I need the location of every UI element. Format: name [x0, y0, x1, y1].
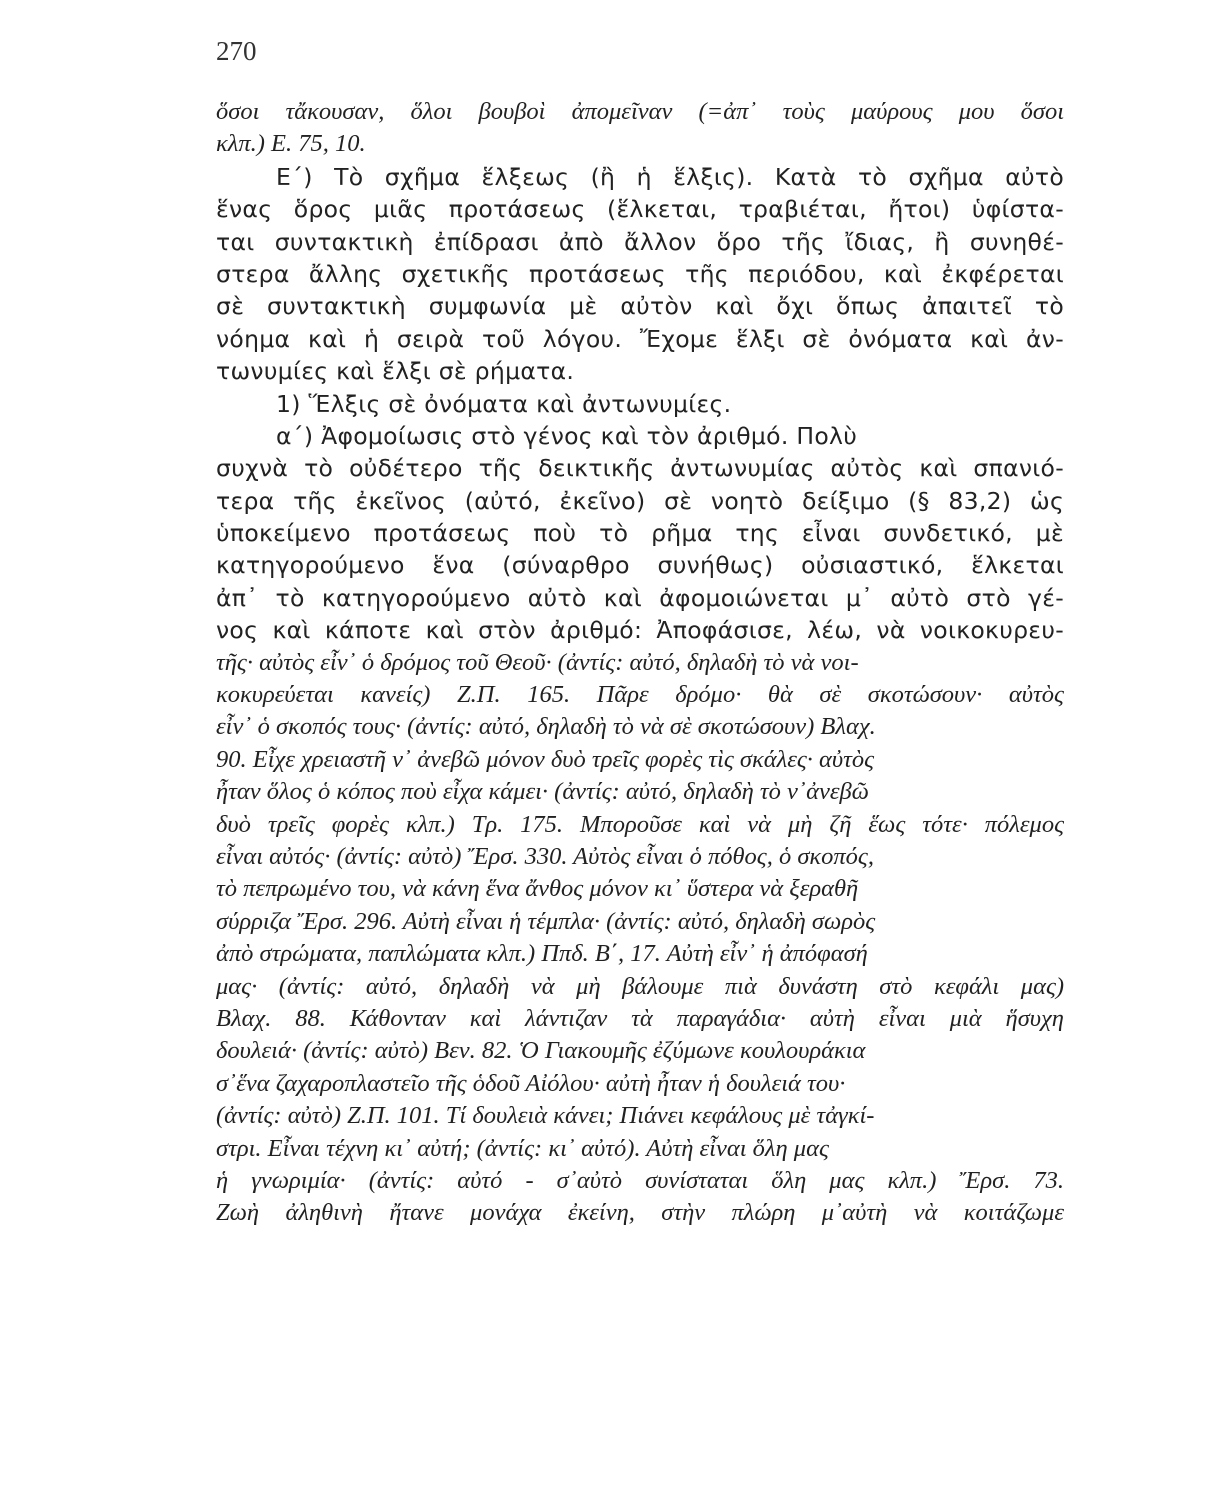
text-line: συχνὰ τὸ οὐδέτερο τῆς δεικτικῆς ἀντωνυμίας αὐτὸς καὶ σπανιό-: [216, 454, 1064, 483]
text-line: στρι. Εἶναι τέχνη κι᾿ αὐτή; (ἀντίς: κι᾿ αὐτό). Αὐτὴ εἶναι ὅλη μας: [216, 1134, 829, 1162]
text-line: Βλαχ. 88. Κάθονταν καὶ λάντιζαν τὰ παραγάδια· αὐτὴ εἶναι μιὰ ἥσυχη: [216, 1004, 1064, 1032]
page-number: 270: [216, 36, 257, 66]
text-line: ἦταν ὅλος ὁ κόπος ποὺ εἶχα κάμει· (ἀντίς: αὐτό, δηλαδὴ τὸ ν᾿ἀνεβῶ: [216, 778, 869, 806]
text-line: τερα τῆς ἐκεῖνος (αὐτό, ἐκεῖνο) σὲ νοητὸ δείξιμο (§ 83,2) ὡς: [216, 486, 1064, 515]
text-line: Ε΄) Τὸ σχῆμα ἕλξεως (ἢ ἡ ἕλξις). Κατὰ τὸ σχῆμα αὐτὸ: [276, 162, 1064, 191]
text-line: σὲ συντακτικὴ συμφωνία μὲ αὐτὸν καὶ ὄχι ὅπως ἀπαιτεῖ τὸ: [216, 292, 1064, 321]
text-line: δουλειά· (ἀντίς: αὐτὸ) Βεν. 82. Ὁ Γιακουμῆς ἐζύμωνε κουλουράκια: [216, 1037, 866, 1065]
text-line: ὅσοι τἄκουσαν, ὅλοι βουβοὶ ἀπομεῖναν (=ἀπ᾿ τοὺς μαύρους μου ὅσοι: [216, 98, 1064, 125]
text-line: κλπ.) Ε. 75, 10.: [216, 130, 366, 158]
text-line: νος καὶ κάποτε καὶ στὸν ἀριθμό: Ἀποφάσισε, λέω, νὰ νοικοκυρευ-: [216, 616, 1064, 645]
text-line: δυὸ τρεῖς φορὲς κλπ.) Τρ. 175. Μποροῦσε καὶ νὰ μὴ ζῆ ἕως τότε· πόλεμος: [216, 810, 1064, 838]
text-line: εἶν᾿ ὁ σκοπός τους· (ἀντίς: αὐτό, δηλαδὴ τὸ νὰ σὲ σκοτώσουν) Βλαχ.: [216, 713, 876, 741]
text-line: κατηγορούμενο ἕνα (σύναρθρο συνήθως) οὐσιαστικό, ἕλκεται: [216, 551, 1064, 580]
text-line: τῆς· αὐτὸς εἶν᾿ ὁ δρόμος τοῦ Θεοῦ· (ἀντίς: αὐτό, δηλαδὴ τὸ νὰ νοι-: [216, 648, 859, 676]
text-line: 90. Εἶχε χρειαστῆ ν᾿ ἀνεβῶ μόνον δυὸ τρεῖς φορὲς τὶς σκάλες· αὐτὸς: [216, 745, 875, 773]
text-line: α΄) Ἀφομοίωσις στὸ γένος καὶ τὸν ἀριθμό. Πολὺ: [276, 421, 858, 450]
text-line: ὑποκείμενο προτάσεως ποὺ τὸ ρῆμα της εἶναι συνδετικό, μὲ: [216, 519, 1064, 548]
text-line: ἀπὸ στρώματα, παπλώματα κλπ.) Ππδ. Β΄, 17. Αὐτὴ εἶν᾿ ἡ ἀπόφασή: [216, 940, 868, 968]
text-line: νόημα καὶ ἡ σειρὰ τοῦ λόγου. Ἔχομε ἕλξι σὲ ὀνόματα καὶ ἀν-: [216, 324, 1064, 353]
text-line: σ᾿ἕνα ζαχαροπλαστεῖο τῆς ὁδοῦ Αἰόλου· αὐτὴ ἦταν ἡ δουλειά του·: [216, 1069, 846, 1097]
text-line: ται συντακτικὴ ἐπίδρασι ἀπὸ ἄλλον ὅρο τῆς ἴδιας, ἢ συνηθέ-: [216, 227, 1064, 256]
text-line: 1) Ἕλξις σὲ ὀνόματα καὶ ἀντωνυμίες.: [276, 389, 732, 418]
text-line: (ἀντίς: αὐτὸ) Ζ.Π. 101. Τί δουλειὰ κάνει; Πιάνει κεφάλους μὲ τἀγκί-: [216, 1102, 875, 1130]
text-line: στερα ἄλλης σχετικῆς προτάσεως τῆς περιόδου, καὶ ἐκφέρεται: [216, 259, 1064, 288]
text-line: ἕνας ὅρος μιᾶς προτάσεως (ἕλκεται, τραβιέται, ἤτοι) ὑφίστα-: [216, 195, 1064, 224]
text-line: ἡ γνωριμία· (ἀντίς: αὐτό - σ᾿αὐτὸ συνίσταται ὅλη μας κλπ.) Ἔρσ. 73.: [216, 1166, 1064, 1194]
text-line: μας· (ἀντίς: αὐτό, δηλαδὴ νὰ μὴ βάλουμε πιὰ δυνάστη στὸ κεφάλι μας): [216, 972, 1064, 1000]
text-line: τὸ πεπρωμένο του, νὰ κάνη ἕνα ἄνθος μόνον κι᾿ ὕστερα νὰ ξεραθῆ: [216, 875, 859, 903]
text-line: τωνυμίες καὶ ἕλξι σὲ ρήματα.: [216, 357, 575, 386]
text-line: κοκυρεύεται κανείς) Ζ.Π. 165. Πᾶρε δρόμο· θὰ σὲ σκοτώσουν· αὐτὸς: [216, 681, 1064, 709]
text-line: Ζωὴ ἀληθινὴ ἤτανε μονάχα ἐκείνη, στὴν πλώρη μ᾿αὐτὴ νὰ κοιτάζωμε: [216, 1199, 1064, 1227]
text-line: ἀπ᾿ τὸ κατηγορούμενο αὐτὸ καὶ ἀφομοιώνεται μ᾿ αὐτὸ στὸ γέ-: [216, 583, 1064, 612]
text-line: σύρριζα Ἔρσ. 296. Αὐτὴ εἶναι ἡ τέμπλα· (ἀντίς: αὐτό, δηλαδὴ σωρὸς: [216, 907, 876, 935]
body-text: [216, 96, 1064, 1230]
text-line: εἶναι αὐτός· (ἀντίς: αὐτὸ) Ἔρσ. 330. Αὐτὸς εἶναι ὁ πόθος, ὁ σκοπός,: [216, 842, 874, 870]
